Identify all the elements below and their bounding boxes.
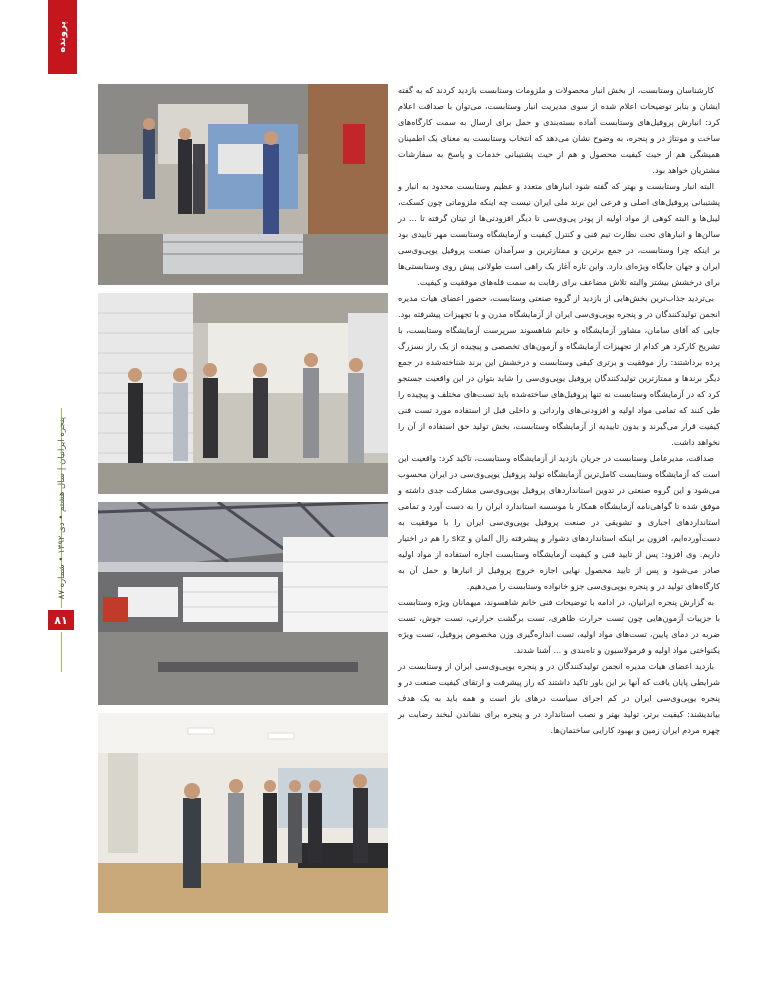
photo-laboratory: [98, 713, 388, 913]
photo-production-line: [98, 84, 388, 285]
article-paragraph: به گزارش پنجره ایرانیان، در ادامه با توضیحات فنی خانم شاهسوند، میهمانان ویژه وستابست با جزییات آزمون‌هایی چون تست حرارت ظاهری، تست برگشت حرارتی، تست جوش، تست ضربه در دمای پایین، تست‌های مواد اولیه، تست اندازه‌گیری وزن مخصوص پروفیل، تست ویژه یکنواختی مواد اولیه و فرمولاسیون و تاه‌بندی و ... آشنا شدند.: [398, 597, 720, 655]
section-tab-label: پرونده: [57, 21, 68, 53]
article-body: [398, 82, 720, 920]
article-paragraph: بی‌تردید جذاب‌ترین بخش‌هایی از بازدید از گروه صنعتی وستابست، حضور اعضای هیات مدیره انجمن تولیدکنندگان در و پنجره یوپی‌وی‌سی ایران از آزمایشگاه مدرن و با تجهیزات پیشرفته بود. جایی که آقای سامان، مشاور آزمایشگاه و خانم شاهسوند سرپرست آزمایشگاه وستابست، با تشریح کارکرد هر کدام از تجهیزات آزمایشگاه و آزمون‌های تخصصی و پیچیده از یک راز بسزرگ پرده برداشتند: راز موفقیت و برتری کیفی وستابست و درخشش این برند شناخته‌شده در جمع دیگر برندها و ممتازترین تولیدکنندگان پروفیل یوپی‌وی‌سی را شاید بتوان در این واقعیت جستجو کرد که در آزمایشگاه وستابست نه تنها پروفیل‌های ساخته‌شده باید تست‌های مختلف و پیچیده را طی کنند که تمامی مواد اولیه و افزودنی‌های وارداتی و داخلی قبل از استفاده مورد تست فنی کیفیت قرار می‌گیرند و بدون تاییدیه از آزمایشگاه وستابست، بخش تولید حق استفاده از آن را نخواهد داشت.: [398, 293, 720, 447]
article-paragraph: بازدید اعضای هیات مدیره انجمن تولیدکنندگان در و پنجره یوپی‌وی‌سی ایران از وستابست در شرایطی پایان یافت که آنها بر این باور تاکید داشتند که راز پیشرفت و ارتقای کیفیت صنعت در و پنجره یوپی‌وی‌سی ایران در کم اجرای سیاست درهای باز است و همه باید به یک هدف بیاندیشند: کیفیت برتر، تولید بهتر و نصب استاندارد در و پنجره برای نشاندن لبخند رضایت بر چهره مردم ایران زمین و بهبود کارایی ساختمان‌ها.: [398, 661, 720, 735]
article-paragraph: صداقت، مدیرعامل وستابست در جریان بازدید از آزمایشگاه وستابست، تاکید کرد: واقعیت این است که آزمایشگاه وستابست کامل‌ترین آزمایشگاه تولید پروفیل یوپی‌وی‌سی در ایران محسوب می‌شود و این گروه صنعتی در تدوین استانداردهای پروفیل یوپی‌وی‌سی مشارکت جدی داشته و موفق شده تا گواهی‌نامه آزمایشگاه همکار با موسسه استاندارد ایران را به دست آورد و تمامی استانداردهای اجباری و تشویقی در صنعت پروفیل یوپی‌وی‌سی ایران را با موفقیت به دست‌آورده‌ایم، افزون بر اینکه استانداردهای دشوار و پیشرفته رال آلمان و skz را هم در اختیار داریم. وی افزود: پس از تایید فنی و کیفیت آزمایشگاه وستابست اجازه استفاده از مواد اولیه صادر می‌شود و پس از تایید محصول نهایی اجازه خروج پروفیل از انبارها و حمل آن به کارگاه‌های تولید در و پنجره یوپی‌وی‌سی جزو خانواده وستابست را می‌دهیم.: [398, 453, 720, 591]
magazine-issue-line: پنجره ایرانیان | سال هشتم • دی ۱۳۹۲ • شماره ۸۷: [57, 416, 67, 600]
photo-warehouse-visit: [98, 293, 388, 494]
article-paragraph: البته انبار وستابست و بهتر که گفته شود انبارهای متعدد و عظیم وستابست محدود به انبار و پشتیبانی پروفیل‌های اصلی و فرعی این برند ملی ایران نیست چه اینکه ملزوماتی چون کسکت، لیبل‌ها و البته کوهی از مواد اولیه از پودر پی‌وی‌سی تا دیگر افزودنی‌ها از تیتان گرفته تا ... در سالن‌ها و انبارهای تحت نظارت تیم فنی و کنترل کیفیت و آزمایشگاه وستابست مهر تاییدی بود بر اینکه چرا وستابست، در جمع برترین و ممتازترین و سرآمدان صنعت پروفیل یوپی‌وی‌سی ایران و جهان جایگاه ویژه‌ای دارد. واین تازه آغاز یک راهی است طولانی پیش روی وستابستی‌ها برای درخشش بیشتر والبته تلاش مضاعف برای رقابت به سمت قله‌های موفقیت و کیفیت.: [398, 181, 720, 287]
photo-profile-stacks: [98, 502, 388, 705]
page-number: ۸۱: [48, 610, 74, 630]
side-divider-lower: [61, 632, 62, 672]
article-paragraph: کارشناسان وستابست، از بخش انبار محصولات و ملزومات وستابست بازدید کردند که به گفته ایشان و بنابر توضیحات اعلام شده از سوی مدیریت انبار وستابست، می‌توان با صداقت اعلام کرد: انبارش پروفیل‌های وستابست آماده بسته‌بندی و حمل برای ارسال به سمت کارگاه‌های ساخت و مونتاژ در و پنجره، به وضوح نشان می‌دهد که انتخاب وستابست به معنای یک اطمینان همیشگی هم از حیث کیفیت محصول و هم از حیث پشتیبانی خدمات و پاسخ به سفارشات مشتریان خواهد بود.: [398, 85, 720, 175]
section-tab: [48, 0, 77, 74]
running-footer: [53, 408, 71, 608]
